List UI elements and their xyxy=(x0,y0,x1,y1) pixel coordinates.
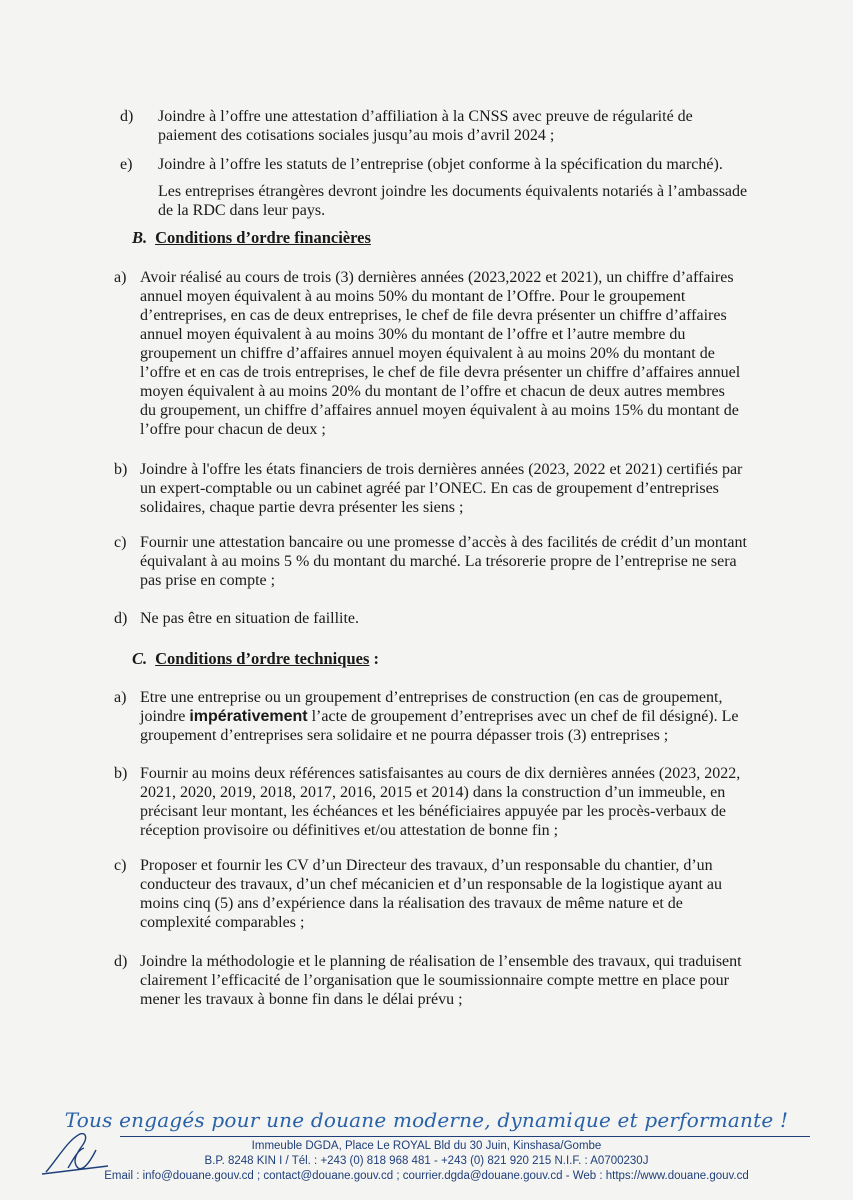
footer-address-line-2: B.P. 8248 KIN I / Tél. : +243 (0) 818 968 481 - +243 (0) 821 920 215 N.I.F. : A0700230J xyxy=(204,1155,649,1167)
list-item-b-b xyxy=(114,460,774,517)
text-line: Joindre à l’offre les statuts de l’entreprise (objet conforme à la spécification du marché). xyxy=(158,156,723,173)
footer-slogan: Tous engagés pour une douane moderne, dynamique et performante ! xyxy=(64,1108,789,1132)
text-line: Joindre à l’offre une attestation d’affiliation à la CNSS avec preuve de régularité de xyxy=(158,108,693,125)
list-marker: b) xyxy=(114,765,128,782)
list-item-a-d xyxy=(120,107,770,145)
text-line: réception provisoire ou définitives et/ou attestation de bonne fin ; xyxy=(140,822,559,839)
section-title-suffix: : xyxy=(369,649,379,668)
text-line: l’offre pour chacun de deux ; xyxy=(140,421,326,438)
text-line: Les entreprises étrangères devront joindre les documents équivalents notariés à l’ambassade xyxy=(158,183,748,200)
footer-address-line-1: Immeuble DGDA, Place Le ROYAL Bld du 30 Juin, Kinshasa/Gombe xyxy=(251,1140,602,1152)
text-line: Etre une entreprise ou un groupement d’entreprises de construction (en cas de groupement, xyxy=(140,689,723,706)
text-fragment: l’acte de groupement d’entreprises avec un chef de fil désigné). Le xyxy=(307,708,739,725)
text-line: Proposer et fournir les CV d’un Directeur des travaux, d’un responsable du chantier, d’un xyxy=(140,857,713,874)
text-fragment: joindre xyxy=(140,708,190,725)
text-line: Avoir réalisé au cours de trois (3) dernières années (2023,2022 et 2021), un chiffre d’affaires xyxy=(140,269,734,286)
section-c-heading xyxy=(132,649,379,669)
section-title: Conditions d’ordre techniques xyxy=(155,649,370,668)
text-line: paiement des cotisations sociales jusqu’au mois d’avril 2024 ; xyxy=(158,127,555,144)
list-marker: c) xyxy=(114,534,127,551)
text-line: moyen équivalent à au moins 20% du montant de l’offre et chacun de deux autres membres xyxy=(140,383,725,400)
list-item-c-d xyxy=(114,952,774,1009)
list-item-b-d xyxy=(114,609,774,628)
text-line: pas prise en compte ; xyxy=(140,572,276,589)
emphasis-word: impérativement xyxy=(189,708,308,725)
list-marker: d) xyxy=(114,610,128,627)
text-line: annuel moyen équivalent à au moins 50% du montant de l’Offre. Pour le groupement xyxy=(140,288,686,305)
list-marker: b) xyxy=(114,461,128,478)
list-marker: d) xyxy=(120,108,134,125)
list-marker: a) xyxy=(114,689,127,706)
text-line: groupement un chiffre d’affaires annuel moyen équivalent à au moins 20% du montant de xyxy=(140,345,715,362)
list-item-c-c xyxy=(114,856,774,932)
text-line: d’entreprises, en cas de deux entreprises, le chef de file devra présenter un chiffre d’affaires xyxy=(140,307,727,324)
text-line: Ne pas être en situation de faillite. xyxy=(140,610,360,627)
list-item-c-a xyxy=(114,688,774,745)
text-line: complexité comparables ; xyxy=(140,914,305,931)
text-line: équivalant à au moins 5 % du montant du marché. La trésorerie propre de l’entreprise ne sera xyxy=(140,553,737,570)
list-item-a-e xyxy=(120,155,770,174)
section-title: Conditions d’ordre financières xyxy=(155,228,371,247)
list-marker: d) xyxy=(114,953,128,970)
text-line: de la RDC dans leur pays. xyxy=(158,202,326,219)
text-line: Joindre la méthodologie et le planning de réalisation de l’ensemble des travaux, qui traduisent xyxy=(140,953,742,970)
list-marker: a) xyxy=(114,269,127,286)
text-line: du groupement, un chiffre d’affaires annuel moyen équivalent à au moins 15% du montant de xyxy=(140,402,739,419)
text-line: précisant leur montant, les échéances et les bénéficiaires appuyée par les procès-verbaux de xyxy=(140,803,726,820)
text-line: annuel moyen équivalent à au moins 30% du montant de l’offre et l’autre membre du xyxy=(140,326,686,343)
section-letter: B. xyxy=(132,228,148,247)
section-b-heading xyxy=(132,228,371,248)
text-line: Joindre à l'offre les états financiers de trois dernières années (2023, 2022 et 2021) certifiés par xyxy=(140,461,743,478)
list-marker: c) xyxy=(114,857,127,874)
text-line: l’offre et en cas de trois entreprises, le chef de file devra présenter un chiffre d’affaires annuel xyxy=(140,364,741,381)
foreign-companies-note xyxy=(158,182,778,220)
footer-divider xyxy=(120,1136,810,1137)
list-item-b-c xyxy=(114,533,774,590)
footer-contact-line: Email : info@douane.gouv.cd ; contact@douane.gouv.cd ; courrier.dgda@douane.gouv.cd - Web : https://www.douane.gouv.cd xyxy=(104,1170,749,1182)
text-line: clairement l’efficacité de l’organisation que le soumissionnaire compte mettre en place pour xyxy=(140,972,729,989)
text-line: mener les travaux à bonne fin dans le délai prévu ; xyxy=(140,991,463,1008)
text-line: groupement d’entreprises sera solidaire et ne pourra dépasser trois (3) entreprises ; xyxy=(140,727,669,744)
text-line: moins cinq (5) ans d’expérience dans la réalisation des travaux de même nature et de xyxy=(140,895,683,912)
list-item-c-b xyxy=(114,764,774,840)
text-line: Fournir une attestation bancaire ou une promesse d’accès à des facilités de crédit d’un montant xyxy=(140,534,747,551)
text-line: 2021, 2020, 2019, 2018, 2017, 2016, 2015 et 2014) dans la construction d’un immeuble, en xyxy=(140,784,726,801)
text-line: conducteur des travaux, d’un chef mécanicien et d’un responsable de la logistique ayant au xyxy=(140,876,722,893)
text-line: solidaires, chaque partie devra présenter les siens ; xyxy=(140,499,464,516)
list-item-b-a xyxy=(114,268,774,439)
text-line: un expert-comptable ou un cabinet agréé par l’ONEC. En cas de groupement d’entreprises xyxy=(140,480,719,497)
section-letter: C. xyxy=(132,649,148,668)
list-marker: e) xyxy=(120,156,133,173)
text-line: Fournir au moins deux références satisfaisantes au cours de dix dernières années (2023, 2022, xyxy=(140,765,741,782)
text-line-with-emphasis xyxy=(140,707,774,726)
